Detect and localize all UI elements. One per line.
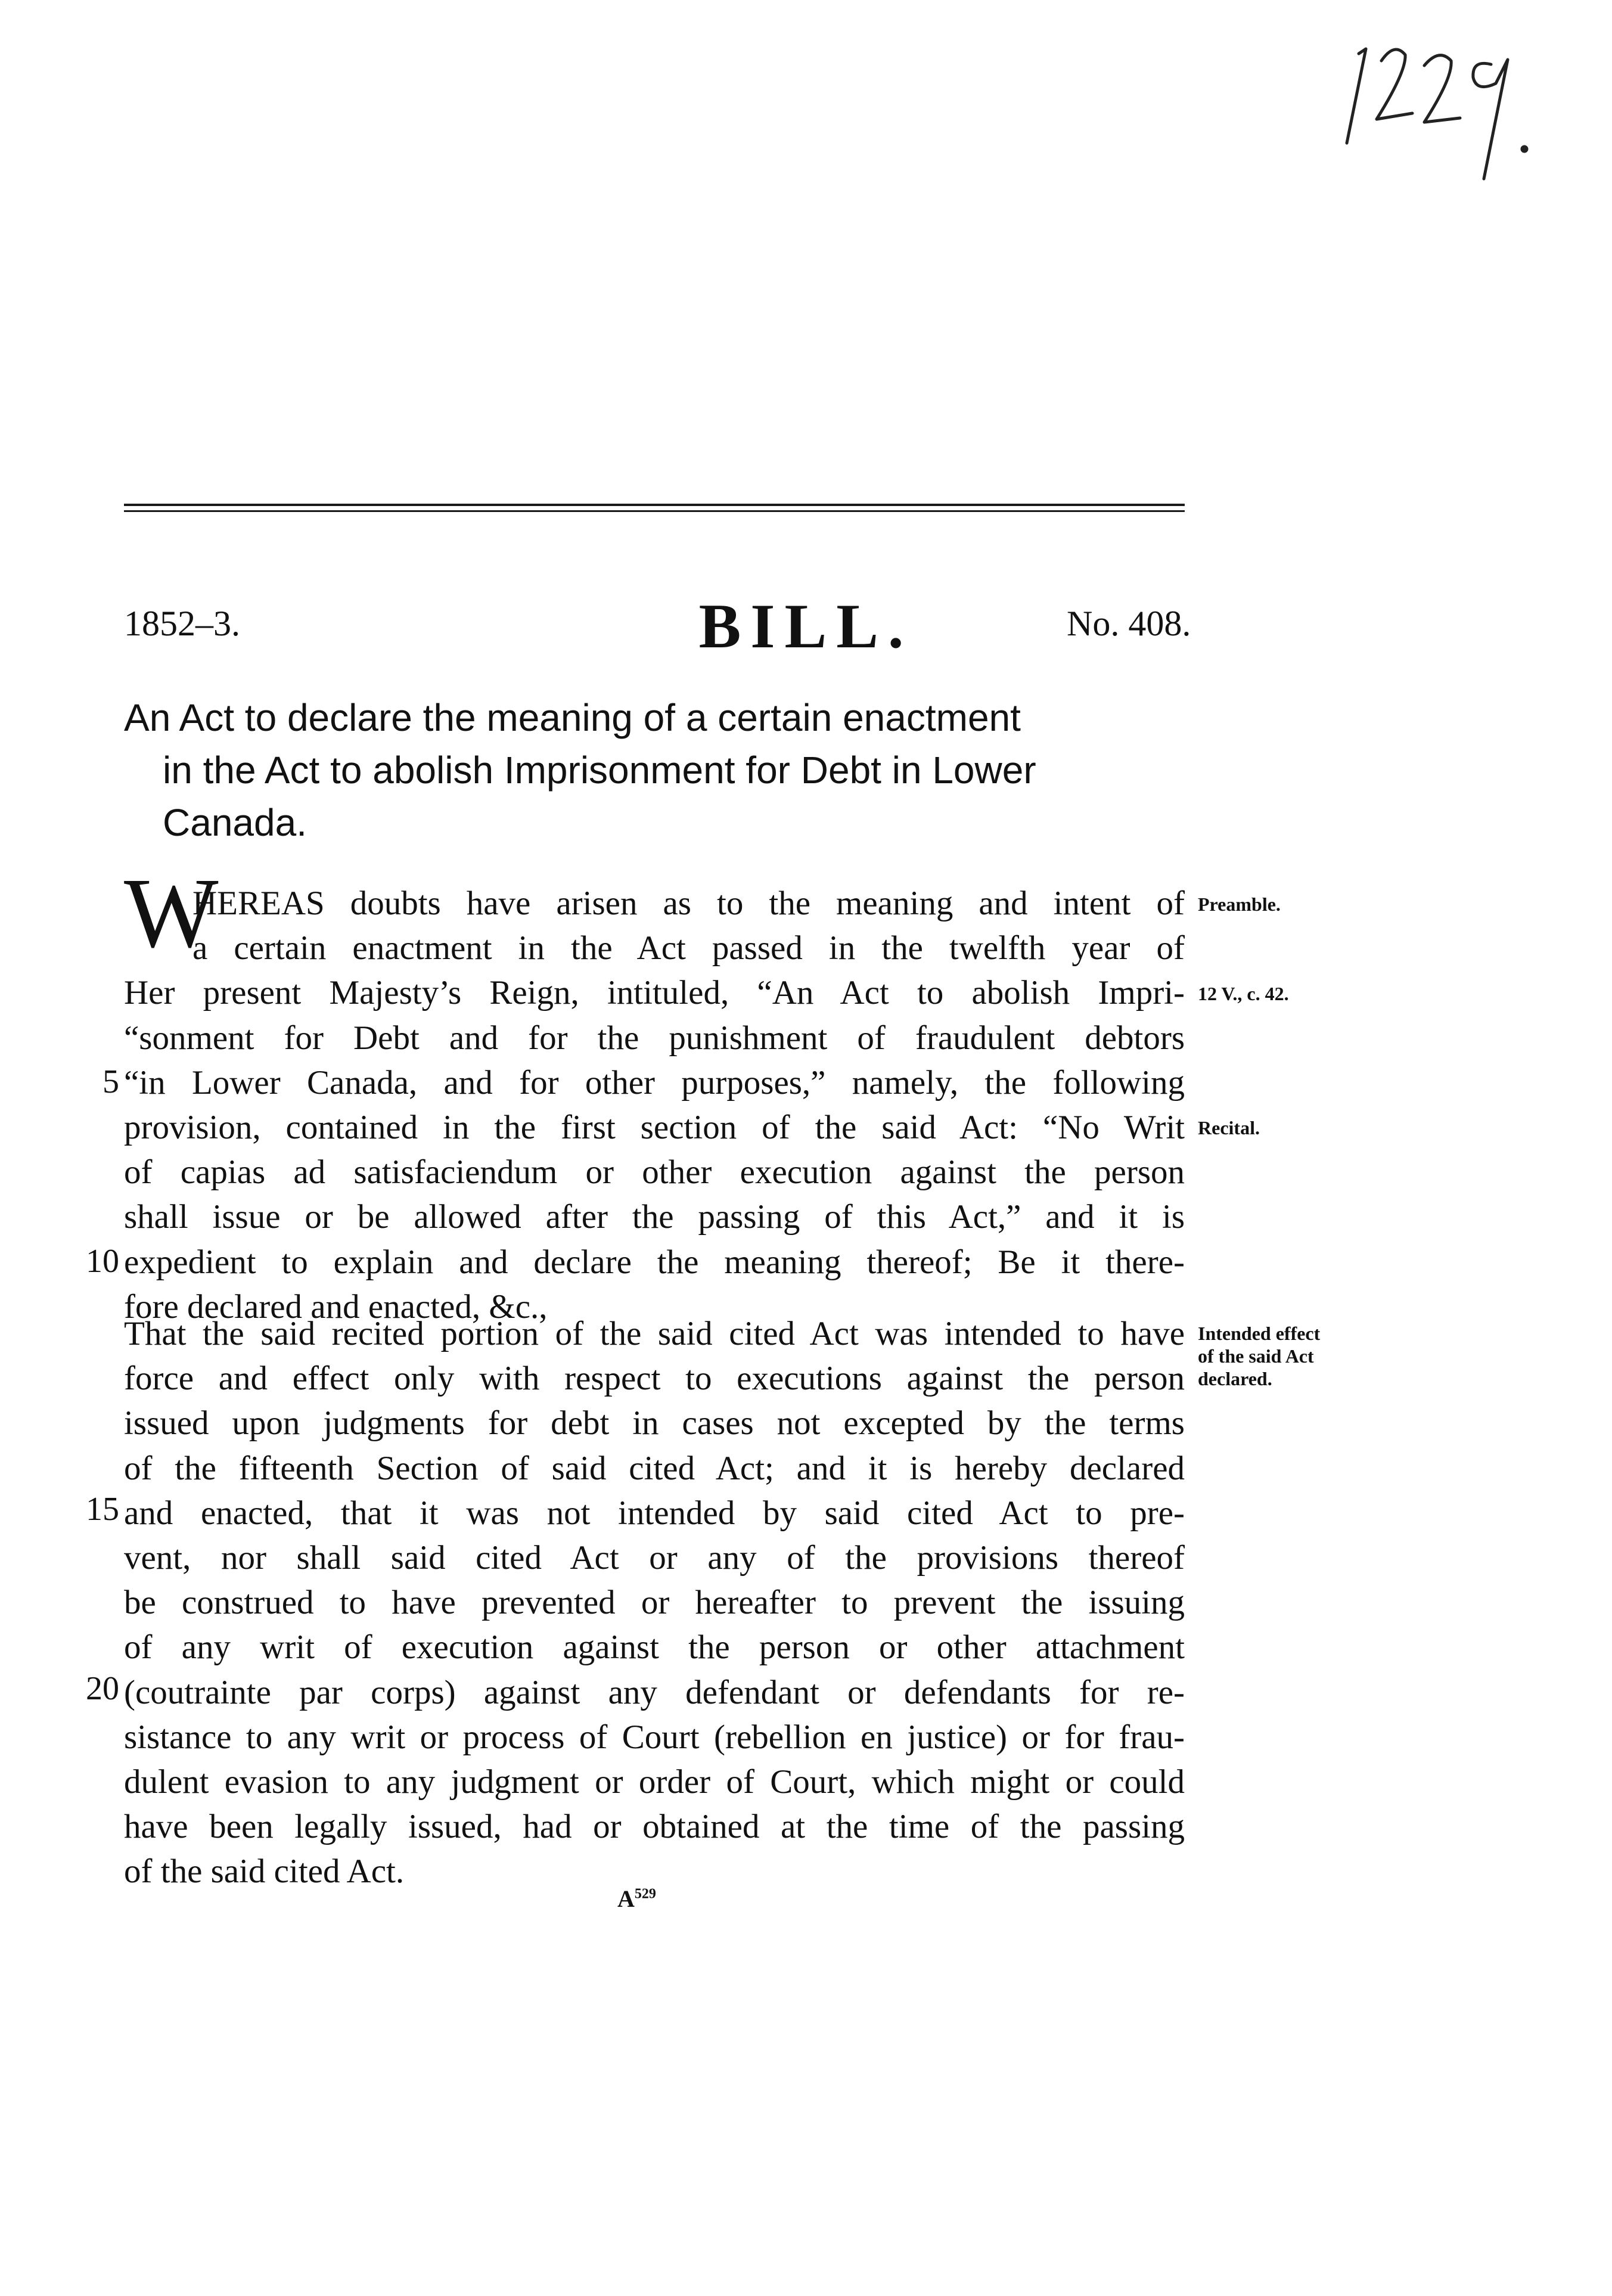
enactment-line: dulent evasion to any judgment or order of Court, which might or could <box>124 1763 1185 1801</box>
signature-number: 529 <box>634 1886 656 1902</box>
preamble-line: provision, contained in the first section of the said Act: “No Writ <box>124 1108 1185 1146</box>
act-title <box>124 691 1191 849</box>
line-number-20: 20 <box>86 1670 119 1707</box>
line-number-5: 5 <box>103 1063 119 1100</box>
top-rule <box>124 504 1185 506</box>
enactment-paragraph <box>124 1311 1185 1894</box>
enactment-line: have been legally issued, had or obtained at the time of the passing <box>124 1808 1185 1846</box>
act-title-line: An Act to declare the meaning of a certain enactment <box>124 696 1021 739</box>
margin-note-recital: Recital. <box>1198 1117 1260 1138</box>
printer-signature <box>617 1885 656 1913</box>
preamble-line: expedient to explain and declare the meaning thereof; Be it there- <box>124 1243 1185 1281</box>
session-year: 1852–3. <box>124 604 240 643</box>
preamble-line: Her present Majesty’s Reign, intituled, “An Act to abolish Impri- <box>124 974 1185 1012</box>
enactment-line: force and effect only with respect to executions against the person <box>124 1360 1185 1398</box>
enactment-line: of the said cited Act. <box>124 1853 405 1891</box>
enactment-line: of any writ of execution against the person or other attachment <box>124 1628 1185 1667</box>
margin-note-line: declared. <box>1198 1368 1272 1389</box>
enactment-line: and enacted, that it was not intended by said cited Act to pre- <box>124 1494 1185 1532</box>
handwritten-catalogue-number <box>1335 18 1538 191</box>
enactment-line: vent, nor shall said cited Act or any of the provisions thereof <box>124 1538 1185 1577</box>
preamble-line: “sonment for Debt and for the punishment of fraudulent debtors <box>124 1019 1185 1057</box>
enactment-line: be construed to have prevented or hereafter to prevent the issuing <box>124 1584 1185 1622</box>
act-title-line: Canada. <box>163 801 307 844</box>
preamble-paragraph <box>124 881 1185 1329</box>
margin-note-intended-effect <box>1198 1322 1320 1390</box>
enactment-line: (coutrainte par corps) against any defendant or defendants for re- <box>124 1673 1185 1711</box>
enactment-line: issued upon judgments for debt in cases not excepted by the terms <box>124 1404 1185 1442</box>
preamble-line: a certain enactment in the Act passed in the twelfth year of <box>192 929 1185 967</box>
margin-note-line: of the said Act <box>1198 1345 1314 1367</box>
preamble-line: fore declared and enacted, &c., <box>124 1287 548 1326</box>
signature-letter: A <box>617 1885 635 1912</box>
preamble-line: HEREAS doubts have arisen as to the meaning and intent of <box>192 885 1185 922</box>
preamble-line: of capias ad satisfaciendum or other execution against the person <box>124 1153 1185 1192</box>
preamble-line: shall issue or be allowed after the passing of this Act,” and it is <box>124 1198 1185 1236</box>
enactment-line: That the said recited portion of the said cited Act was intended to have <box>124 1315 1185 1352</box>
dropcap-letter: W <box>124 858 219 969</box>
preamble-line: “in Lower Canada, and for other purposes,” namely, the following <box>124 1063 1185 1102</box>
bill-number: No. 408. <box>1067 604 1191 643</box>
top-rule-second <box>124 510 1185 512</box>
margin-note-preamble: Preamble. <box>1198 893 1281 915</box>
enactment-line: of the fifteenth Section of said cited Act; and it is hereby declared <box>124 1449 1185 1487</box>
bill-title: BILL. <box>698 591 914 661</box>
margin-note-statute: 12 V., c. 42. <box>1198 983 1289 1004</box>
line-number-15: 15 <box>86 1491 119 1528</box>
margin-note-line: Intended effect <box>1198 1323 1321 1344</box>
line-number-10: 10 <box>86 1243 119 1280</box>
act-title-line: in the Act to abolish Imprisonment for Debt in Lower <box>163 749 1036 792</box>
enactment-line: sistance to any writ or process of Court (rebellion en justice) or for frau- <box>124 1718 1185 1756</box>
handwritten-number-drawing <box>1335 18 1538 191</box>
